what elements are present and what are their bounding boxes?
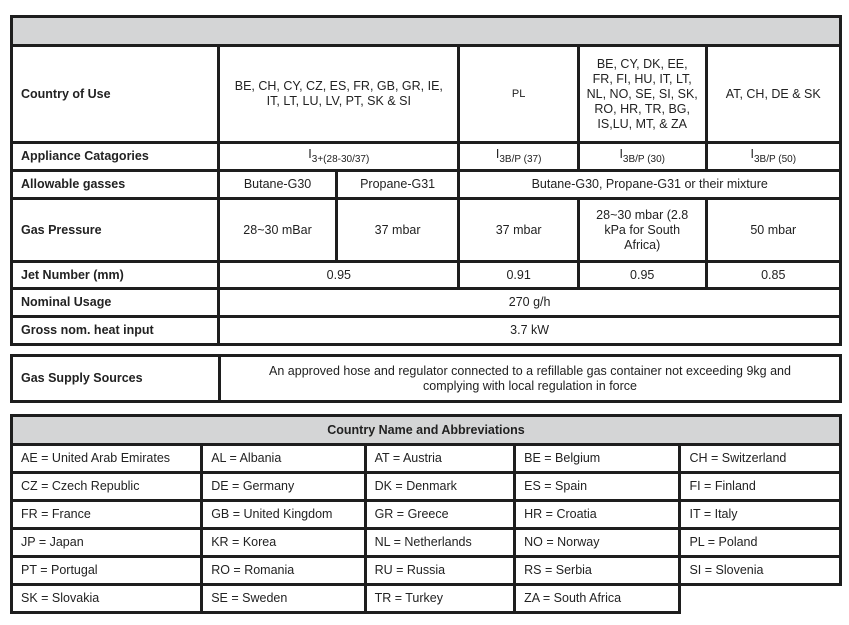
abbr-cell: SE = Sweden bbox=[202, 585, 365, 613]
gas-butane: Butane-G30 bbox=[219, 171, 337, 199]
row-gross-heat-input bbox=[12, 317, 841, 345]
abbr-cell: DK = Denmark bbox=[365, 473, 515, 501]
gross-heat-input-value: 3.7 kW bbox=[219, 317, 841, 345]
abbr-cell: RU = Russia bbox=[365, 557, 515, 585]
abbr-cell: CH = Switzerland bbox=[680, 445, 841, 473]
abbr-cell: BE = Belgium bbox=[515, 445, 680, 473]
nominal-usage-value: 270 g/h bbox=[219, 289, 841, 317]
pressure-1: 28~30 mBar bbox=[219, 199, 337, 262]
row-jet-number bbox=[12, 262, 841, 289]
jet-1: 0.95 bbox=[219, 262, 459, 289]
country-group-4: AT, CH, DE & SK bbox=[706, 46, 840, 143]
gas-spec-table bbox=[10, 15, 842, 346]
category-1: $I_{3+(28-30/37)}$ bbox=[219, 143, 459, 171]
abbr-row bbox=[12, 585, 841, 613]
row-label: Jet Number (mm) bbox=[12, 262, 219, 289]
abbr-cell: RO = Romania bbox=[202, 557, 365, 585]
category-3: $I_{3B/P (30)}$ bbox=[578, 143, 706, 171]
row-label: Gross nom. heat input bbox=[12, 317, 219, 345]
abbr-cell: CZ = Czech Republic bbox=[12, 473, 202, 501]
row-label: Appliance Catagories bbox=[12, 143, 219, 171]
abbr-row bbox=[12, 473, 841, 501]
pressure-4: 28~30 mbar (2.8 kPa for South Africa) bbox=[578, 199, 706, 262]
abbr-cell: PT = Portugal bbox=[12, 557, 202, 585]
gas-supply-table bbox=[10, 354, 842, 403]
gas-supply-label: Gas Supply Sources bbox=[12, 356, 220, 402]
abbr-cell: GR = Greece bbox=[365, 501, 515, 529]
gas-mixture: Butane-G30, Propane-G31 or their mixture bbox=[459, 171, 841, 199]
pressure-3: 37 mbar bbox=[459, 199, 578, 262]
abbr-cell: FR = France bbox=[12, 501, 202, 529]
abbr-cell: AT = Austria bbox=[365, 445, 515, 473]
spec-table-header bbox=[12, 17, 841, 46]
gas-propane: Propane-G31 bbox=[336, 171, 459, 199]
row-appliance-categories bbox=[12, 143, 841, 171]
country-abbreviations-table bbox=[10, 414, 842, 614]
abbr-row bbox=[12, 501, 841, 529]
row-nominal-usage bbox=[12, 289, 841, 317]
abbr-cell: ES = Spain bbox=[515, 473, 680, 501]
abbr-cell: SI = Slovenia bbox=[680, 557, 841, 585]
abbr-cell: DE = Germany bbox=[202, 473, 365, 501]
jet-3: 0.95 bbox=[578, 262, 706, 289]
abbr-cell: RS = Serbia bbox=[515, 557, 680, 585]
pressure-5: 50 mbar bbox=[706, 199, 840, 262]
row-gas-pressure bbox=[12, 199, 841, 262]
abbr-cell: NO = Norway bbox=[515, 529, 680, 557]
abbr-cell: AE = United Arab Emirates bbox=[12, 445, 202, 473]
abbr-cell: IT = Italy bbox=[680, 501, 841, 529]
abbr-cell: ZA = South Africa bbox=[515, 585, 680, 613]
abbr-cell: GB = United Kingdom bbox=[202, 501, 365, 529]
pressure-2: 37 mbar bbox=[336, 199, 459, 262]
abbr-cell: HR = Croatia bbox=[515, 501, 680, 529]
country-group-2: PL bbox=[459, 46, 578, 143]
abbr-cell: NL = Netherlands bbox=[365, 529, 515, 557]
gas-supply-value: An approved hose and regulator connected to a refillable gas container not exceeding 9kg and complying with local regulation in force bbox=[220, 356, 841, 402]
abbr-row bbox=[12, 557, 841, 585]
abbr-cell: JP = Japan bbox=[12, 529, 202, 557]
country-group-3: BE, CY, DK, EE, FR, FI, HU, IT, LT, NL, NO, SE, SI, SK, RO, HR, TR, BG, IS,LU, MT, & ZA bbox=[578, 46, 706, 143]
row-label: Allowable gasses bbox=[12, 171, 219, 199]
abbr-cell: AL = Albania bbox=[202, 445, 365, 473]
jet-2: 0.91 bbox=[459, 262, 578, 289]
country-group-1: BE, CH, CY, CZ, ES, FR, GB, GR, IE, IT, LT, LU, LV, PT, SK & SI bbox=[219, 46, 459, 143]
abbr-cell: SK = Slovakia bbox=[12, 585, 202, 613]
category-4: $I_{3B/P (50)}$ bbox=[706, 143, 840, 171]
abbreviations-title: Country Name and Abbreviations bbox=[12, 416, 841, 445]
abbr-cell: FI = Finland bbox=[680, 473, 841, 501]
row-label: Country of Use bbox=[12, 46, 219, 143]
row-allowable-gasses bbox=[12, 171, 841, 199]
row-label: Gas Pressure bbox=[12, 199, 219, 262]
abbr-cell: PL = Poland bbox=[680, 529, 841, 557]
abbr-cell: TR = Turkey bbox=[365, 585, 515, 613]
jet-4: 0.85 bbox=[706, 262, 840, 289]
category-2: $I_{3B/P (37)}$ bbox=[459, 143, 578, 171]
row-label: Nominal Usage bbox=[12, 289, 219, 317]
abbr-row bbox=[12, 445, 841, 473]
abbr-row bbox=[12, 529, 841, 557]
row-country-of-use bbox=[12, 46, 841, 143]
abbr-cell: KR = Korea bbox=[202, 529, 365, 557]
empty-cell bbox=[680, 585, 841, 613]
